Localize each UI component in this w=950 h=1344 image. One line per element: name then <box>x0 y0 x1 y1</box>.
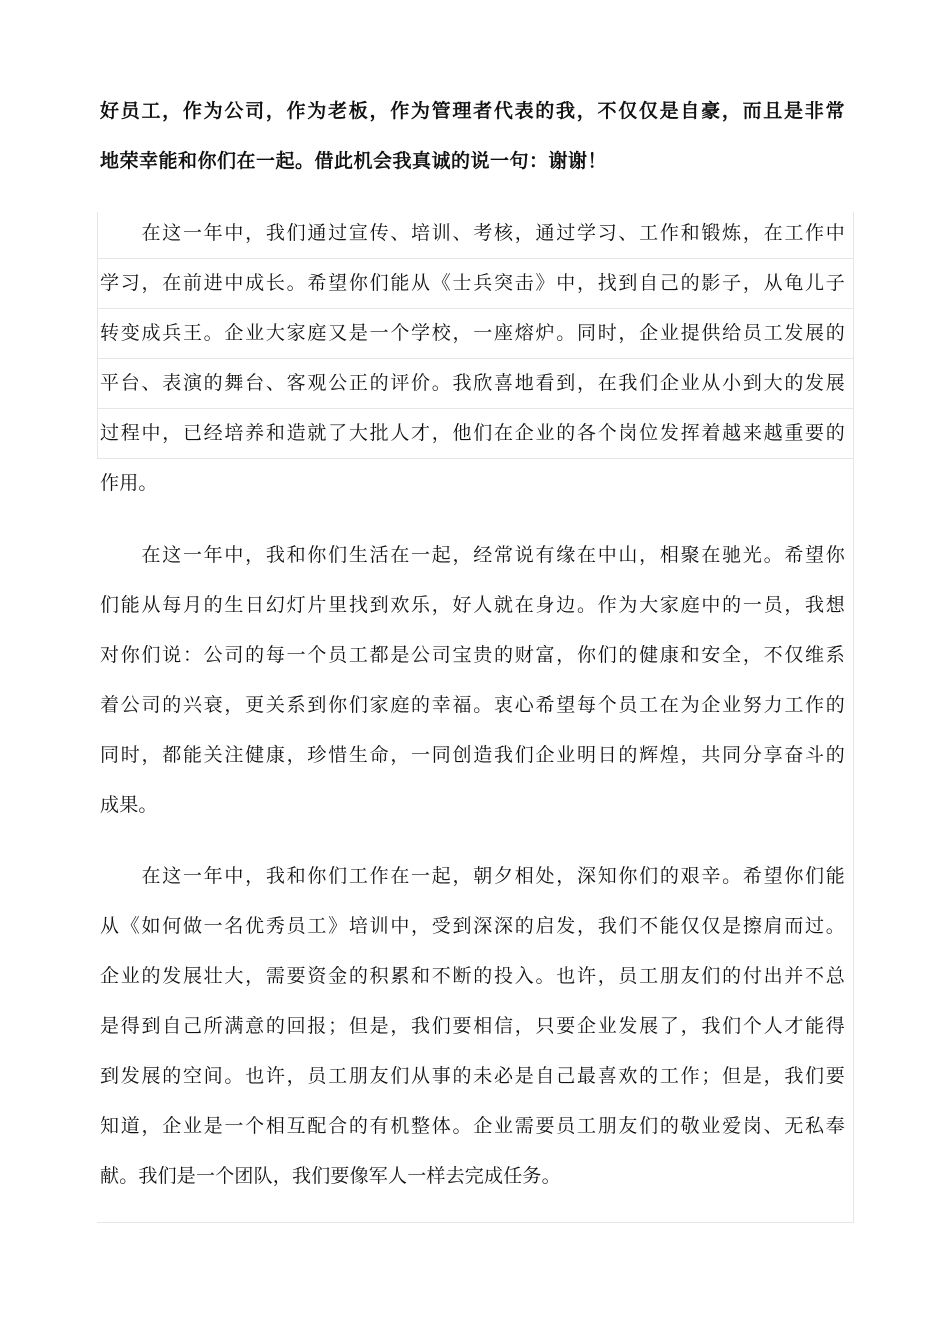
paragraph-3-line-6: 成果。 <box>100 794 158 816</box>
paragraph-2-line-5: 过程中，已经培养和造就了大批人才，他们在企业的各个岗位发挥着越来越重要的 <box>100 422 845 444</box>
paragraph-3-line-1: 在这一年中，我和你们生活在一起，经常说有缘在中山，相聚在驰光。希望你 <box>100 544 845 566</box>
paragraph-4-line-2: 从《如何做一名优秀员工》培训中，受到深深的启发，我们不能仅仅是擦肩而过。 <box>100 915 845 937</box>
table-rule <box>97 212 98 458</box>
paragraph-4-line-4: 是得到自己所满意的回报；但是，我们要相信，只要企业发展了，我们个人才能得 <box>100 1015 845 1037</box>
paragraph-3-line-3: 对你们说：公司的每一个员工都是公司宝贵的财富，你们的健康和安全，不仅维系 <box>100 644 845 666</box>
paragraph-3-line-4: 着公司的兴衰，更关系到你们家庭的幸福。衷心希望每个员工在为企业努力工作的 <box>100 694 845 716</box>
paragraph-1-line-2: 地荣幸能和你们在一起。借此机会我真诚的说一句：谢谢！ <box>100 150 608 172</box>
paragraph-2-line-1: 在这一年中，我们通过宣传、培训、考核，通过学习、工作和锻炼，在工作中 <box>100 222 845 244</box>
paragraph-4-line-3: 企业的发展壮大，需要资金的积累和不断的投入。也许，员工朋友们的付出并不总 <box>100 965 845 987</box>
paragraph-4-line-5: 到发展的空间。也许，员工朋友们从事的未必是自己最喜欢的工作；但是，我们要 <box>100 1065 845 1087</box>
paragraph-2-line-6: 作用。 <box>100 472 158 494</box>
table-rule <box>853 212 854 1223</box>
paragraph-3-line-2: 们能从每月的生日幻灯片里找到欢乐，好人就在身边。作为大家庭中的一员，我想 <box>100 594 845 616</box>
paragraph-2-line-4: 平台、表演的舞台、客观公正的评价。我欣喜地看到，在我们企业从小到大的发展 <box>100 372 845 394</box>
paragraph-1-line-1: 好员工，作为公司，作为老板，作为管理者代表的我，不仅仅是自豪，而且是非常 <box>100 100 845 122</box>
paragraph-4-line-1: 在这一年中，我和你们工作在一起，朝夕相处，深知你们的艰辛。希望你们能 <box>100 865 845 887</box>
paragraph-4-line-6: 知道，企业是一个相互配合的有机整体。企业需要员工朋友们的敬业爱岗、无私奉 <box>100 1115 845 1137</box>
paragraph-4-line-7: 献。我们是一个团队，我们要像军人一样去完成任务。 <box>100 1165 561 1187</box>
paragraph-2-line-3: 转变成兵王。企业大家庭又是一个学校，一座熔炉。同时，企业提供给员工发展的 <box>100 322 845 344</box>
paragraph-3-line-5: 同时，都能关注健康，珍惜生命，一同创造我们企业明日的辉煌，共同分享奋斗的 <box>100 744 845 766</box>
paragraph-2-line-2: 学习，在前进中成长。希望你们能从《士兵突击》中，找到自己的影子，从龟儿子 <box>100 272 845 294</box>
table-rule <box>97 1222 854 1223</box>
